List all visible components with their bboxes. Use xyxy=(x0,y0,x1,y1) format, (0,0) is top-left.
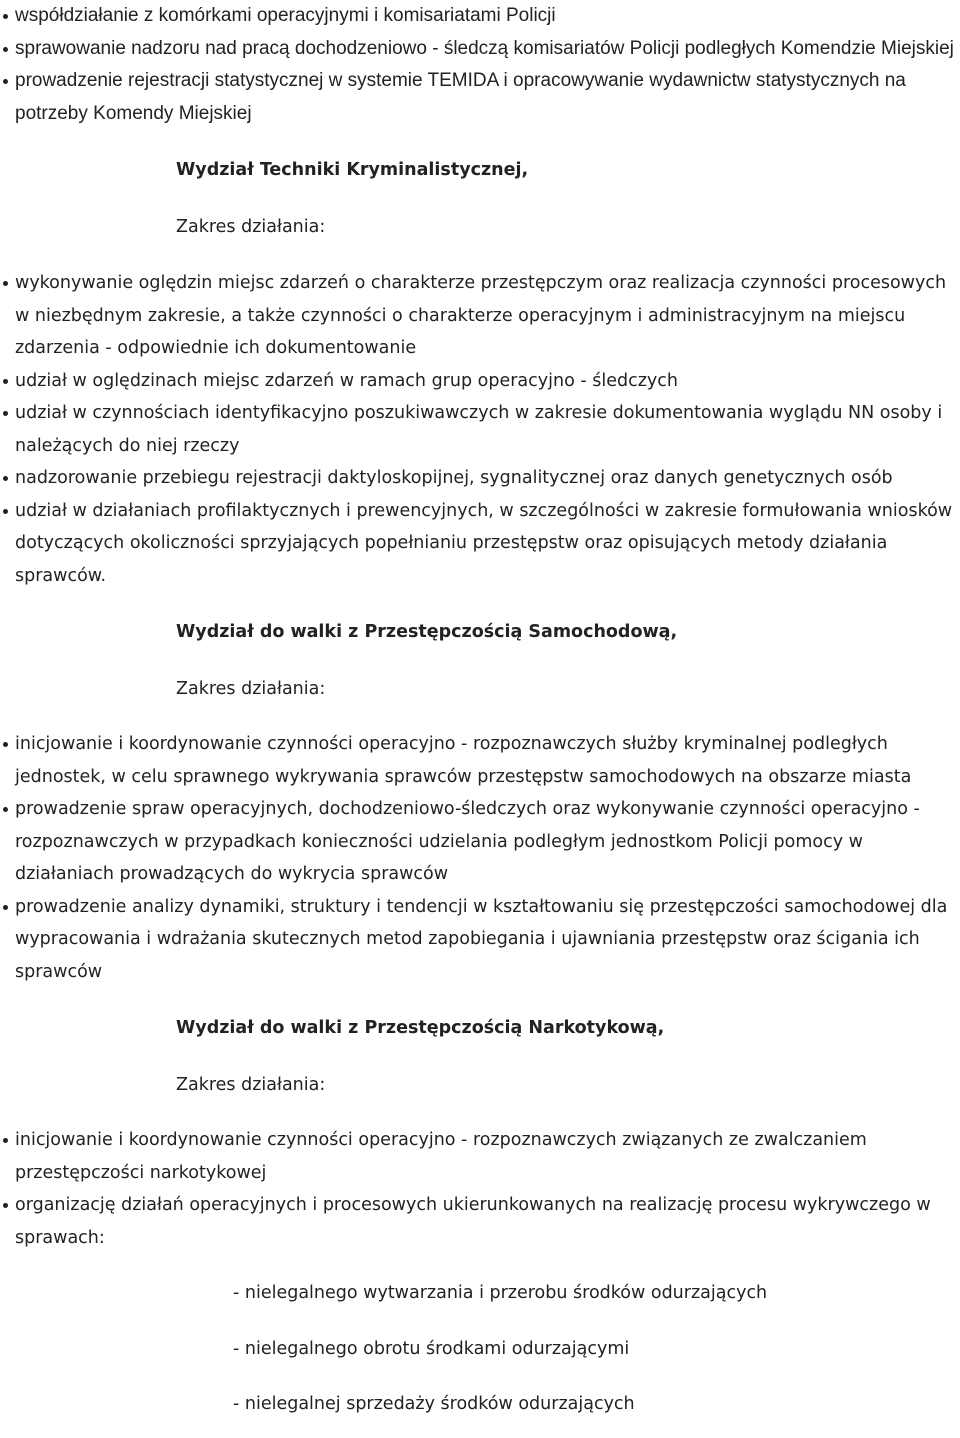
sub-item: - nielegalnego obrotu środkami odurzającymi xyxy=(233,1338,630,1359)
list-item: udział w czynnościach identyfikacyjno poszukiwawczych w zakresie dokumentowania wyglądu NN osoby i należących do niej rzeczy xyxy=(15,397,960,462)
sub-item: - nielegalnego wytwarzania i przerobu środków odurzających xyxy=(233,1283,768,1303)
list-item: udział w oględzinach miejsc zdarzeń w ramach grup operacyjno - śledczych xyxy=(15,365,960,398)
section-bullet-list xyxy=(0,267,960,592)
list-item: wykonywanie oględzin miejsc zdarzeń o charakterze przestępczym oraz realizacja czynności procesowych w niezbędnym zakresie, a także czynności o charakterze operacyjnym i administracyjnym na miejscu zdarzenia - odpowiednie ich dokumentowanie xyxy=(15,267,960,365)
list-item: prowadzenie spraw operacyjnych, dochodzeniowo-śledczych oraz wykonywanie czynności operacyjno - rozpoznawczych w przypadkach konieczności udzielania podległym jednostkom Policji pomocy w działaniach prowadzących do wykrycia sprawców xyxy=(15,793,960,891)
list-item: inicjowanie i koordynowanie czynności operacyjno - rozpoznawczych związanych ze zwalczaniem przestępczości narkotykowej xyxy=(15,1124,960,1189)
list-item: współdziałanie z komórkami operacyjnymi i komisariatami Policji xyxy=(15,0,960,33)
section-title: Wydział Techniki Kryminalistycznej, xyxy=(176,160,529,180)
sub-item-list xyxy=(0,1277,960,1421)
section-vehicle-crime xyxy=(0,616,960,988)
section-scope-label: Zakres działania: xyxy=(176,216,326,237)
list-item: udział w działaniach profilaktycznych i prewencyjnych, w szczególności w zakresie formułowania wniosków dotyczących okoliczności sprzyjających popełnianiu przestępstw oraz opisujących metody działania sprawców. xyxy=(15,495,960,593)
section-title: Wydział do walki z Przestępczością Samochodową, xyxy=(176,622,678,642)
section-scope-label: Zakres działania: xyxy=(176,678,326,699)
section-bullet-list xyxy=(0,1124,960,1254)
list-item: organizację działań operacyjnych i procesowych ukierunkowanych na realizację procesu wykrywczego w sprawach: xyxy=(15,1189,960,1254)
section-forensic-techniques xyxy=(0,154,960,592)
section-scope-label: Zakres działania: xyxy=(176,1074,326,1095)
intro-bullet-list xyxy=(0,0,960,130)
section-title: Wydział do walki z Przestępczością Narkotykową, xyxy=(176,1018,665,1038)
list-item: inicjowanie i koordynowanie czynności operacyjno - rozpoznawczych służby kryminalnej podległych jednostek, w celu sprawnego wykrywania sprawców przestępstw samochodowych na obszarze miasta xyxy=(15,728,960,793)
list-item: prowadzenie rejestracji statystycznej w systemie TEMIDA i opracowywanie wydawnictw statystycznych na potrzeby Komendy Miejskiej xyxy=(15,65,960,130)
section-drug-crime xyxy=(0,1012,960,1421)
section-bullet-list xyxy=(0,728,960,988)
list-item: prowadzenie analizy dynamiki, struktury i tendencji w kształtowaniu się przestępczości samochodowej dla wypracowania i wdrażania skutecznych metod zapobiegania i ujawniania przestępstw oraz ścigania ich sprawców xyxy=(15,891,960,989)
sub-item: - nielegalnej sprzedaży środków odurzających xyxy=(233,1394,635,1414)
list-item: nadzorowanie przebiegu rejestracji daktyloskopijnej, sygnalitycznej oraz danych genetycznych osób xyxy=(15,462,960,495)
list-item: sprawowanie nadzoru nad pracą dochodzeniowo - śledczą komisariatów Policji podległych Komendzie Miejskiej xyxy=(15,33,960,66)
